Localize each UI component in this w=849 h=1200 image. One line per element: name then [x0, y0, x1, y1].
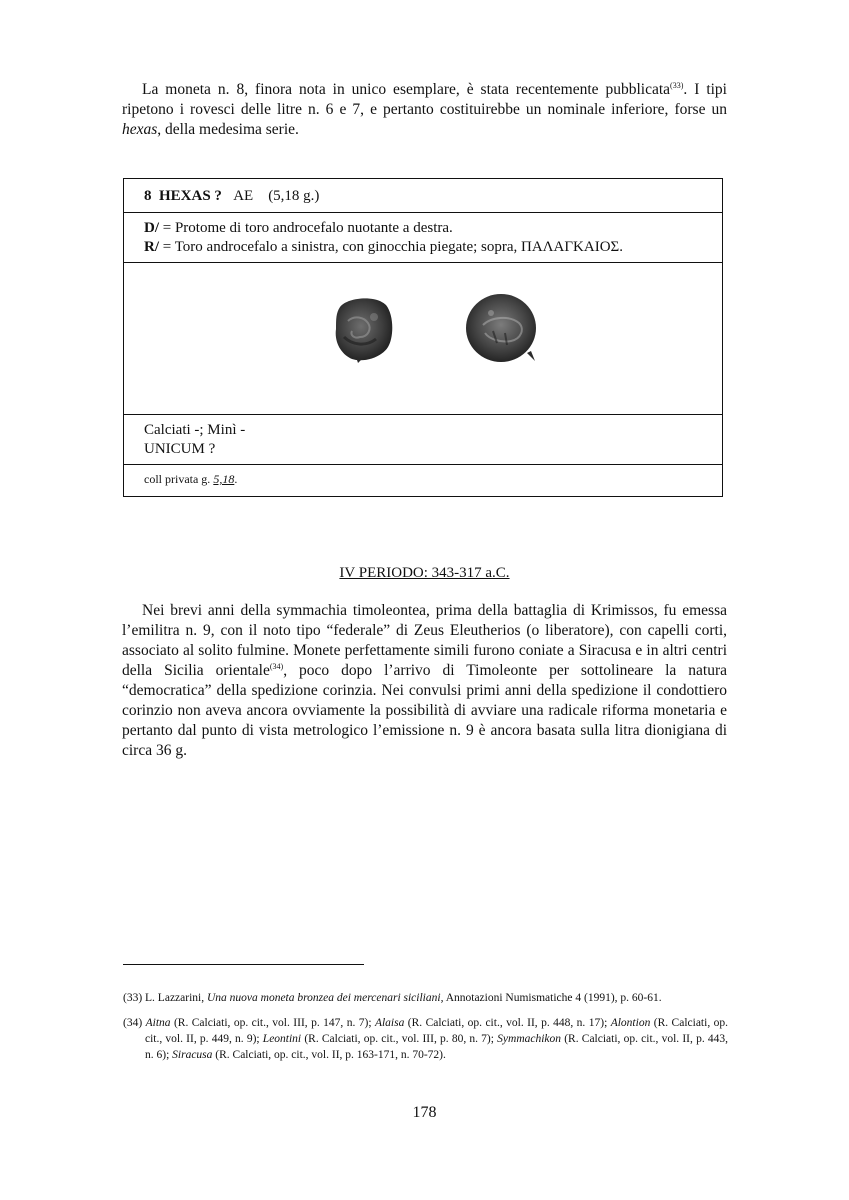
- coin-description-row: [124, 213, 722, 263]
- footnote-city: Siracusa: [172, 1049, 213, 1061]
- footnote-title: Una nuova moneta bronzea dei mercenari siciliani,: [206, 992, 444, 1004]
- page-number: 178: [412, 1104, 437, 1121]
- footnote-ref-34[interactable]: (34): [269, 662, 284, 671]
- collection-text: coll privata g.: [144, 472, 214, 486]
- coin-header-row: [124, 179, 722, 213]
- coin-number: 8: [144, 188, 152, 204]
- footnote-text: (R. Calciati, op. cit., vol. III, p. 147, n. 7);: [170, 1017, 375, 1029]
- footnote-text: (R. Calciati, op. cit., vol. II, p. 443, n. 6);: [145, 1033, 728, 1061]
- footnote-34: [123, 1015, 728, 1063]
- coin-photo-row: [124, 263, 722, 415]
- footnote-city: Alontion: [610, 1017, 651, 1029]
- intro-italic-term: hexas: [122, 121, 158, 138]
- coin-catalog-card: [123, 178, 723, 497]
- footnote-ref-33[interactable]: (33): [670, 81, 684, 90]
- body-paragraph: [122, 601, 727, 761]
- footnote-text: Annotazioni Numismatiche 4 (1991), p. 60-61.: [443, 992, 662, 1004]
- coin-weight: (5,18 g.): [268, 188, 320, 204]
- footnote-text: (R. Calciati, op. cit., vol. II, p. 449, n. 9);: [145, 1017, 729, 1045]
- obverse-line: [144, 219, 722, 238]
- coin-obverse-image: [330, 293, 396, 365]
- footnote-city: Leontini: [262, 1033, 302, 1045]
- coin-references-row: [124, 415, 722, 465]
- reverse-label: R/: [144, 239, 159, 255]
- footnote-number: (34): [123, 1017, 146, 1029]
- footnote-city: Alaisa: [374, 1017, 405, 1029]
- collection-weight: 5,18: [213, 472, 235, 486]
- footnote-city: Aitna: [145, 1017, 171, 1029]
- footnote-text: (R. Calciati, op. cit., vol. III, p. 80, n. 7);: [301, 1033, 498, 1045]
- body-text: , poco dopo l’arrivo di Timoleonte per sottolineare la natura “democratica” della spedizione corinzia. Nei convulsi primi anni della spedizione il condottiero corinzio non aveva ancora ovviamente la possibilità di avviare una radicale riforma monetaria e pertanto dal punto di vista metrologico l’emissione n. 9 è ancora basata sulla litra dionigiana di circa 36 g.: [122, 662, 727, 759]
- footnote-33: [123, 990, 728, 1006]
- reverse-line: [144, 238, 722, 257]
- intro-text: La moneta n. 8, finora nota in unico esemplare, è stata recentemente pubblicata: [142, 81, 671, 98]
- obverse-description: = Protome di toro androcefalo nuotante a destra.: [159, 220, 453, 236]
- collection-end: .: [234, 472, 238, 486]
- intro-text: , della medesima serie.: [157, 121, 299, 138]
- body-text: Nei brevi anni della symmachia timoleontea, prima della battaglia di Krimissos, fu emessa l’emilitra n. 9, con il noto tipo “federale” di Zeus Eleutherios (o liberatore), con capelli corti, associato al solito fulmine. Monete perfettamente simili furono coniate a Siracusa e in altri centri della Sicilia orientale: [122, 602, 727, 679]
- footnote-city: Symmachikon: [497, 1033, 562, 1045]
- footnote-text: (33) L. Lazzarini,: [123, 992, 207, 1004]
- coin-denomination: HEXAS ?: [159, 188, 222, 204]
- catalog-references: Calciati -; Minì -: [144, 422, 246, 438]
- coin-metal: AE: [233, 188, 254, 204]
- rarity-note: UNICUM ?: [144, 441, 216, 457]
- intro-text: . I tipi ripetono i rovesci delle litre n. 6 e 7, e pertanto costituirebbe un nominale inferiore, forse un: [122, 81, 727, 118]
- section-heading: IV PERIODO: 343-317 a.C.: [339, 565, 510, 581]
- coin-collection-row: [124, 465, 722, 495]
- footnote-text: (R. Calciati, op. cit., vol. II, p. 163-171, n. 70-72).: [212, 1049, 446, 1061]
- coin-reverse-image: [463, 291, 543, 367]
- intro-paragraph: [122, 80, 727, 140]
- footnote-divider: [123, 964, 364, 965]
- footnote-text: (R. Calciati, op. cit., vol. II, p. 448, n. 17);: [404, 1017, 611, 1029]
- obverse-label: D/: [144, 220, 159, 236]
- reverse-description: = Toro androcefalo a sinistra, con ginocchia piegate; sopra, ΠΑΛΑΓΚΑΙΟΣ.: [159, 239, 624, 255]
